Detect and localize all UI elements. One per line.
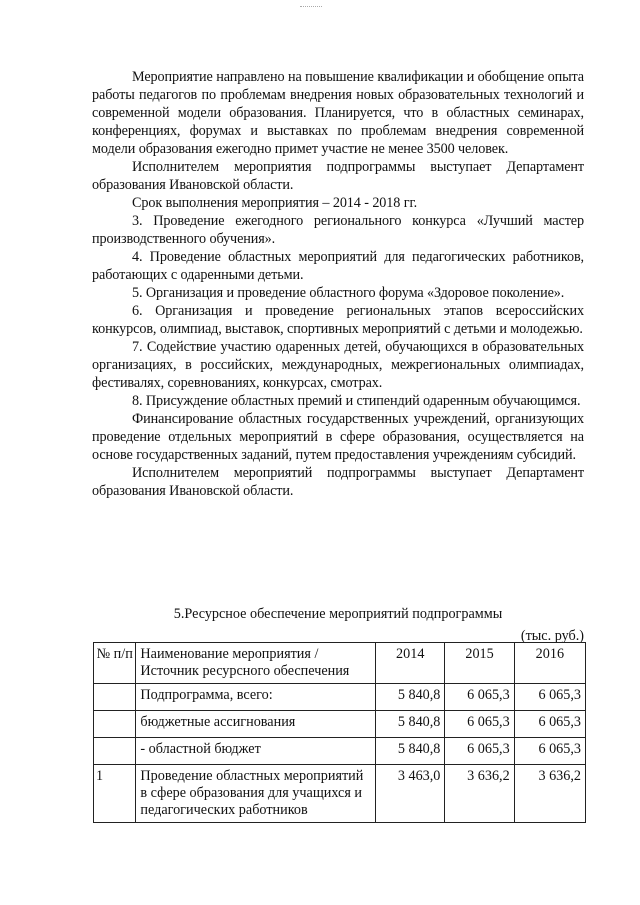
header-year: 2016 [514,643,585,684]
row-number: 1 [94,765,136,823]
units-label: (тыс. руб.) [520,628,584,644]
row-number [94,684,136,711]
row-value: 3 636,2 [514,765,585,823]
table-row [94,711,586,738]
scan-mark [300,6,322,7]
body-text [92,68,584,500]
row-value: 3 463,0 [376,765,445,823]
header-year: 2015 [445,643,514,684]
row-value: 6 065,3 [514,738,585,765]
row-name: Проведение областных мероприятий в сфере образования для учащихся и педагогических работников [136,765,376,823]
row-value: 6 065,3 [514,684,585,711]
row-value: 5 840,8 [376,684,445,711]
paragraph: 3. Проведение ежегодного регионального конкурса «Лучший мастер производственного обучения». [92,213,584,247]
row-value: 6 065,3 [445,738,514,765]
paragraph: Финансирование областных государственных учреждений, организующих проведение отдельных мероприятий в сфере образования, осуществляется на основе государственных заданий, путем предоставления учреждениям субсидий. [92,411,584,463]
row-name: бюджетные ассигнования [136,711,376,738]
row-name: - областной бюджет [136,738,376,765]
resource-table [93,642,586,823]
row-value: 3 636,2 [445,765,514,823]
row-value: 5 840,8 [376,738,445,765]
paragraph: Срок выполнения мероприятия – 2014 - 2018 гг. [132,195,418,211]
row-value: 6 065,3 [445,684,514,711]
row-value: 6 065,3 [445,711,514,738]
row-number [94,711,136,738]
paragraph: 5. Организация и проведение областного форума «Здоровое поколение». [132,285,565,301]
header-name: Наименование мероприятия / Источник ресурсного обеспечения [136,643,376,684]
table-header-row [94,643,586,684]
paragraph: Исполнителем мероприятий подпрограммы выступает Департамент образования Ивановской области. [92,465,584,499]
paragraph: Мероприятие направлено на повышение квалификации и обобщение опыта работы педагогов по проблемам внедрения новых образовательных технологий и современной модели образования. Планируется, что в областных семинарах, конференциях, форумах и выставках по проблемам внедрения современной модели образования ежегодно примет участие не менее 3500 человек. [92,69,584,157]
paragraph: Исполнителем мероприятия подпрограммы выступает Департамент образования Ивановской области. [92,159,584,193]
row-value: 5 840,8 [376,711,445,738]
table-row [94,765,586,823]
row-value: 6 065,3 [514,711,585,738]
paragraph: 7. Содействие участию одаренных детей, обучающихся в образовательных организациях, в российских, международных, межрегиональных олимпиадах, фестивалях, соревнованиях, конкурсах, смотрах. [92,339,584,391]
table-row [94,684,586,711]
header-number: № п/п [94,643,136,684]
header-year: 2014 [376,643,445,684]
paragraph: 8. Присуждение областных премий и стипендий одаренным обучающимся. [132,393,581,409]
section-title: 5.Ресурсное обеспечение мероприятий подпрограммы [173,606,503,622]
table-row [94,738,586,765]
row-number [94,738,136,765]
row-name: Подпрограмма, всего: [136,684,376,711]
paragraph: 4. Проведение областных мероприятий для педагогических работников, работающих с одаренными детьми. [92,249,584,283]
paragraph: 6. Организация и проведение региональных этапов всероссийских конкурсов, олимпиад, выставок, спортивных мероприятий с детьми и молодежью. [92,303,584,337]
